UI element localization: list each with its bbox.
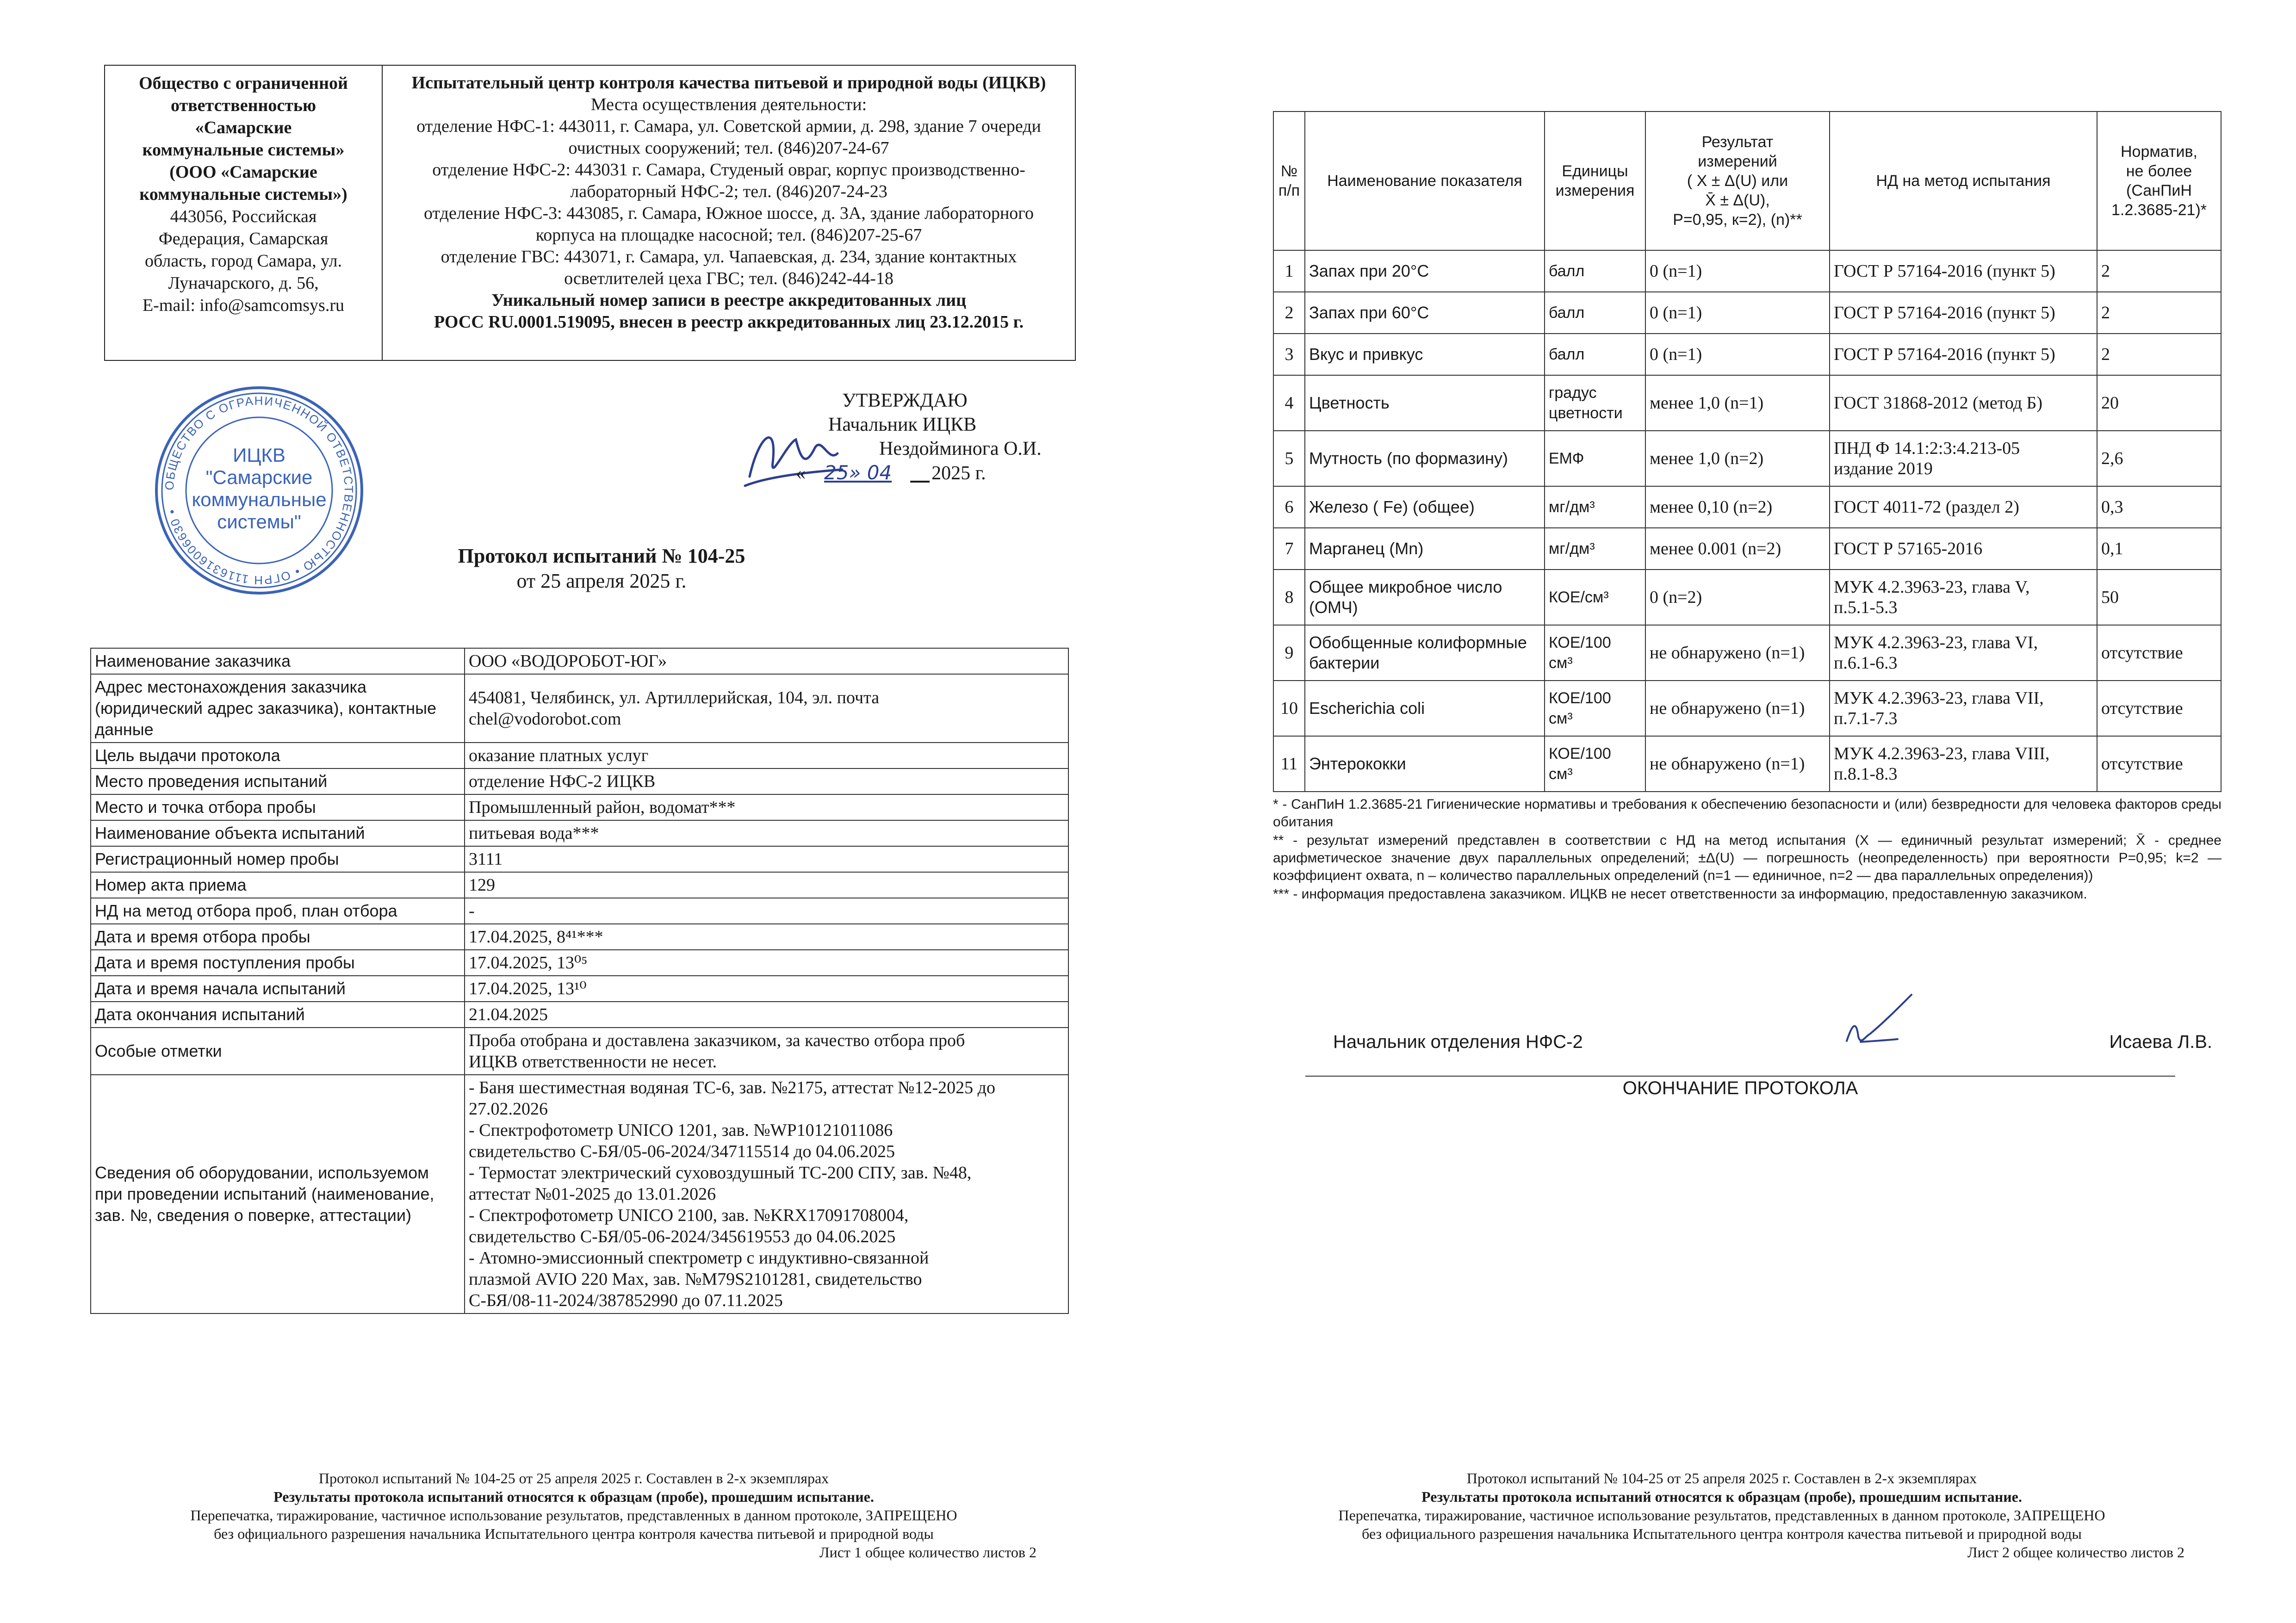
company-address-line: 443056, Российская: [170, 207, 317, 226]
result-method: [1830, 570, 2097, 625]
info-value-line: - Термостат электрический суховоздушный ТС-200 СПУ, зав. №48,: [469, 1163, 972, 1183]
result-unit-line: КОЕ/100: [1549, 745, 1611, 762]
result-num: 6: [1273, 486, 1305, 528]
result-unit: [1545, 625, 1645, 681]
result-num: 4: [1273, 375, 1305, 431]
header-norm-line: 1.2.3685-21)*: [2111, 201, 2207, 219]
approval-date-handwritten: 25» 04: [824, 461, 892, 484]
info-value: [465, 1002, 1068, 1028]
info-value: [465, 872, 1068, 898]
company-name-line: Общество с ограниченной: [139, 74, 348, 93]
result-name: [1305, 431, 1545, 486]
result-name-line: бактерии: [1309, 653, 1380, 672]
result-value: менее 1,0 (n=2): [1645, 431, 1830, 486]
footnote: * - СанПиН 1.2.3685-21 Гигиенические нормативы и требования к обеспечению безопасности и (или) безвредности для человека факторов среды обитания: [1273, 797, 2222, 830]
result-row: [1273, 375, 2221, 431]
result-method-line: п.8.1-8.3: [1834, 764, 1898, 784]
test-center-line: отделение НФС-1: 443011, г. Самара, ул. Советской армии, д. 298, здание 7 очереди: [416, 117, 1041, 136]
company-name-line: ответственностью: [170, 96, 316, 115]
result-norm: 2: [2097, 250, 2221, 292]
footer-line: Протокол испытаний № 104-25 от 25 апреля 2025 г. Составлен в 2-х экземплярах: [1466, 1470, 1977, 1487]
info-value: [465, 743, 1068, 768]
result-num: 1: [1273, 250, 1305, 292]
result-name-line: Общее микробное число: [1309, 577, 1502, 596]
result-row: [1273, 528, 2221, 570]
info-row: [91, 648, 1068, 674]
page-footer: [111, 1469, 1036, 1561]
stamp-line: ИЦКВ: [233, 444, 285, 466]
result-method: [1830, 375, 2097, 431]
protocol-title: Протокол испытаний № 104-25: [458, 545, 745, 567]
result-norm: 20: [2097, 375, 2221, 431]
info-value-line: С-БЯ/08-11-2024/387852990 до 07.11.2025: [469, 1291, 783, 1310]
result-unit-line: мг/дм³: [1549, 540, 1595, 558]
protocol-title-block: [324, 544, 879, 594]
info-key: Номер акта приема: [91, 872, 465, 898]
result-method-line: МУК 4.2.3963-23, глава V,: [1834, 577, 2030, 597]
info-row: [91, 1028, 1068, 1075]
info-row: [91, 674, 1068, 743]
organization-header: [104, 65, 1076, 361]
approval-date: [796, 461, 1087, 485]
info-value-line: свидетельство С-БЯ/05-06-2024/347115514 до 04.06.2025: [469, 1142, 895, 1161]
info-key: Цель выдачи протокола: [91, 743, 465, 768]
approval-block: [796, 389, 1087, 485]
result-method-line: ГОСТ Р 57164-2016 (пункт 5): [1834, 261, 2055, 281]
info-value: [465, 768, 1068, 794]
result-num: 8: [1273, 570, 1305, 625]
footer-line: без официального разрешения начальника Испытательного центра контроля качества питьевой и природной воды: [214, 1525, 934, 1542]
info-value-line: -: [469, 901, 475, 921]
result-norm: 0,3: [2097, 486, 2221, 528]
result-name-line: Обобщенные колиформные: [1309, 633, 1527, 652]
result-unit-line: градус: [1549, 384, 1597, 402]
result-name-line: Цветность: [1309, 393, 1390, 412]
info-value-line: 17.04.2025, 13⁰⁵: [469, 953, 588, 973]
result-norm: отсутствие: [2097, 681, 2221, 736]
result-unit: [1545, 292, 1645, 334]
results-header-row: [1273, 112, 2221, 250]
result-row: [1273, 681, 2221, 736]
company-name-line: коммунальные системы»): [139, 185, 348, 204]
result-unit-line: балл: [1549, 346, 1585, 363]
info-value: [465, 794, 1068, 820]
info-value: [465, 976, 1068, 1002]
company-name-line: коммунальные системы»: [142, 140, 345, 160]
info-value-line: - Атомно-эмиссионный спектрометр с индуктивно-связанной: [469, 1248, 929, 1268]
result-method: [1830, 334, 2097, 375]
result-num: 2: [1273, 292, 1305, 334]
header-norm-line: (СанПиН: [2126, 182, 2192, 199]
signoff-name: Исаева Л.В.: [2109, 1032, 2212, 1052]
footer-line: Результаты протокола испытаний относятся к образцам (пробе), прошедшим испытание.: [273, 1488, 874, 1505]
result-row: [1273, 486, 2221, 528]
test-center-line: осветлителей цеха ГВС; тел. (846)242-44-18: [564, 269, 894, 288]
info-key: Наименование объекта испытаний: [91, 820, 465, 846]
info-row: [91, 768, 1068, 794]
info-value: [465, 924, 1068, 950]
company-address-line: Федерация, Самарская: [158, 229, 329, 248]
result-row: [1273, 431, 2221, 486]
info-value-line: Проба отобрана и доставлена заказчиком, за качество отбора проб: [469, 1031, 965, 1050]
test-center-line: очистных сооружений; тел. (846)207-24-67: [568, 138, 889, 158]
result-unit-line: балл: [1549, 262, 1585, 280]
result-method-line: п.6.1-6.3: [1834, 653, 1898, 673]
result-name-line: Escherichia coli: [1309, 699, 1425, 718]
result-value: менее 0.001 (n=2): [1645, 528, 1830, 570]
info-value-line: Промышленный район, водомат***: [469, 798, 736, 817]
info-value: [465, 846, 1068, 872]
header-num-line: №: [1280, 162, 1298, 180]
info-key: Дата и время поступления пробы: [91, 950, 465, 976]
result-method-line: п.7.1-7.3: [1834, 709, 1898, 728]
info-key: Дата и время начала испытаний: [91, 976, 465, 1002]
stamp-line: "Самарские: [205, 466, 313, 488]
result-num: 10: [1273, 681, 1305, 736]
result-row: [1273, 570, 2221, 625]
result-norm: 2: [2097, 292, 2221, 334]
info-value-line: аттестат №01-2025 до 13.01.2026: [469, 1184, 716, 1204]
info-key: НД на метод отбора проб, план отбора: [91, 898, 465, 924]
info-value-line: - Спектрофотометр UNICO 1201, зав. №WP10121011086: [469, 1121, 893, 1140]
info-value-line: 454081, Челябинск, ул. Артиллерийская, 104, эл. почта: [469, 688, 880, 707]
result-method: [1830, 250, 2097, 292]
result-method: [1830, 736, 2097, 792]
result-method: [1830, 486, 2097, 528]
info-key: Наименование заказчика: [91, 648, 465, 674]
result-method-line: ГОСТ Р 57165-2016: [1834, 539, 1983, 558]
approval-title: УТВЕРЖДАЮ: [842, 390, 968, 411]
result-name: [1305, 570, 1545, 625]
result-value: 0 (n=1): [1645, 334, 1830, 375]
test-center-line: Места осуществления деятельности:: [590, 95, 867, 114]
result-unit-line: мг/дм³: [1549, 498, 1595, 516]
info-value-line: свидетельство С-БЯ/05-06-2024/345619553 до 04.06.2025: [469, 1227, 896, 1246]
info-value-line: 21.04.2025: [469, 1005, 548, 1024]
test-center-line: отделение НФС-2: 443031 г. Самара, Студеный овраг, корпус производственно-: [432, 160, 1025, 180]
result-row: [1273, 292, 2221, 334]
result-method: [1830, 292, 2097, 334]
result-unit: [1545, 570, 1645, 625]
result-method-line: издание 2019: [1834, 459, 1933, 478]
result-name: [1305, 736, 1545, 792]
footer-line: Перепечатка, тиражирование, частичное использование результатов, представленных в данном протоколе, ЗАПРЕЩЕНО: [1338, 1507, 2105, 1524]
info-value-line: - Баня шестиместная водяная ТС-6, зав. №2175, аттестат №12-2025 до: [469, 1078, 995, 1097]
header-unit: [1545, 112, 1645, 250]
company-address-line: область, город Самара, ул.: [145, 251, 342, 271]
result-method-line: ГОСТ Р 57164-2016 (пункт 5): [1834, 345, 2055, 364]
result-unit: [1545, 334, 1645, 375]
info-value: [465, 648, 1068, 674]
result-name-line: Железо ( Fe) (общее): [1309, 497, 1475, 516]
header-method: НД на метод испытания: [1830, 112, 2097, 250]
info-value-line: 17.04.2025, 13¹⁰: [469, 979, 587, 998]
info-key: Адрес местонахождения заказчика (юридический адрес заказчика), контактные данные: [91, 674, 465, 743]
registry-line: РОСС RU.0001.519095, внесен в реестр аккредитованных лиц 23.12.2015 г.: [434, 312, 1024, 332]
stamp-line: системы": [217, 511, 301, 533]
protocol-date: от 25 апреля 2025 г.: [516, 570, 687, 592]
result-method-line: ГОСТ Р 57164-2016 (пункт 5): [1834, 303, 2055, 322]
result-row: [1273, 334, 2221, 375]
result-value: не обнаружено (n=1): [1645, 681, 1830, 736]
result-norm: 2: [2097, 334, 2221, 375]
result-name: [1305, 625, 1545, 681]
header-norm-line: Норматив,: [2121, 143, 2197, 161]
sheet-number: Лист 2 общее количество листов 2: [1967, 1544, 2184, 1561]
sample-info-table: [90, 648, 1069, 1314]
result-unit: [1545, 681, 1645, 736]
header-name: Наименование показателя: [1305, 112, 1545, 250]
header-result-line: Результат: [1701, 133, 1774, 151]
result-unit: [1545, 736, 1645, 792]
approval-date-year: 2025 г.: [931, 463, 986, 484]
result-value: не обнаружено (n=1): [1645, 736, 1830, 792]
result-unit: [1545, 250, 1645, 292]
result-name: [1305, 681, 1545, 736]
result-name: [1305, 486, 1545, 528]
company-name-line: «Самарские: [195, 118, 292, 137]
result-name-line: Запах при 20°С: [1309, 261, 1429, 280]
result-value: 0 (n=1): [1645, 250, 1830, 292]
result-norm: 50: [2097, 570, 2221, 625]
test-center-line: корпуса на площадке насосной; тел. (846)207-25-67: [535, 225, 922, 245]
info-value: [465, 820, 1068, 846]
footnote: ** - результат измерений представлен в соответствии с НД на метод испытания (X — единичный результат измерений; X̄ - среднее арифметическое значение двух параллельных определений; ±Δ(U) — погрешность (неопределенность) при вероятности P=0,95; k=2 — коэффициент охвата, n – количество параллельных определений (n=1 — единичное, n=2 — два параллельных определения)): [1273, 833, 2222, 883]
result-method: [1830, 528, 2097, 570]
result-unit-line: КОЕ/100: [1549, 689, 1611, 707]
test-center-line: отделение ГВС: 443071, г. Самара, ул. Чапаевская, д. 234, здание контактных: [441, 247, 1017, 266]
result-unit: [1545, 375, 1645, 431]
result-unit-line: балл: [1549, 304, 1585, 322]
result-name-line: (ОМЧ): [1309, 598, 1358, 617]
result-name-line: Энтерококки: [1309, 754, 1406, 773]
test-center-line: лабораторный НФС-2; тел. (846)207-24-23: [570, 182, 887, 201]
footer-line: Перепечатка, тиражирование, частичное использование результатов, представленных в данном протоколе, ЗАПРЕЩЕНО: [190, 1507, 957, 1524]
result-method: [1830, 431, 2097, 486]
result-method-line: МУК 4.2.3963-23, глава VIII,: [1834, 744, 2050, 763]
result-name-line: Запах при 60°С: [1309, 303, 1429, 322]
result-norm: 0,1: [2097, 528, 2221, 570]
result-value: менее 0,10 (n=2): [1645, 486, 1830, 528]
result-norm: отсутствие: [2097, 625, 2221, 681]
sheet-number: Лист 1 общее количество листов 2: [819, 1544, 1036, 1561]
info-row: [91, 794, 1068, 820]
registry-line: Уникальный номер записи в реестре аккредитованных лиц: [491, 291, 967, 310]
header-norm: [2097, 112, 2221, 250]
result-unit: [1545, 431, 1645, 486]
info-value-line: 129: [469, 875, 495, 895]
result-unit-line: см³: [1549, 654, 1573, 672]
result-unit-line: цветности: [1549, 404, 1623, 422]
result-unit: [1545, 528, 1645, 570]
result-method-line: ГОСТ 31868-2012 (метод Б): [1834, 393, 2043, 413]
result-name-line: Мутность (по формазину): [1309, 449, 1508, 468]
result-name: [1305, 292, 1545, 334]
result-method-line: ПНД Ф 14.1:2:3:4.213-05: [1834, 439, 2020, 458]
approval-position: Начальник ИЦКВ: [828, 414, 977, 435]
info-value-line: 27.02.2026: [469, 1099, 548, 1119]
info-row: [91, 976, 1068, 1002]
info-row: [91, 1075, 1068, 1313]
result-name-line: Марганец (Mn): [1309, 539, 1424, 558]
info-row: [91, 950, 1068, 976]
info-value-line: оказание платных услуг: [469, 746, 649, 765]
info-key: Место и точка отбора пробы: [91, 794, 465, 820]
result-num: 9: [1273, 625, 1305, 681]
info-value-line: питьевая вода***: [469, 824, 599, 843]
footer-line: Результаты протокола испытаний относятся к образцам (пробе), прошедшим испытание.: [1421, 1488, 2022, 1505]
result-method-line: МУК 4.2.3963-23, глава VI,: [1834, 633, 2038, 652]
divider: [1305, 1076, 2175, 1077]
test-center-details: [383, 66, 1075, 360]
info-value: [465, 1075, 1068, 1313]
result-norm: 2,6: [2097, 431, 2221, 486]
info-key: Дата окончания испытаний: [91, 1002, 465, 1028]
sheet-page-2: [1148, 0, 2296, 1623]
info-value-line: 3111: [469, 849, 503, 869]
result-method: [1830, 681, 2097, 736]
result-name: [1305, 250, 1545, 292]
result-value: 0 (n=1): [1645, 292, 1830, 334]
result-num: 7: [1273, 528, 1305, 570]
header-norm-line: не более: [2126, 162, 2192, 180]
result-row: [1273, 250, 2221, 292]
info-row: [91, 820, 1068, 846]
result-name: [1305, 334, 1545, 375]
result-name: [1305, 528, 1545, 570]
result-method: [1830, 625, 2097, 681]
info-key: Регистрационный номер пробы: [91, 846, 465, 872]
company-address-line: Луначарского, д. 56,: [168, 273, 319, 293]
info-value: [465, 950, 1068, 976]
info-row: [91, 1002, 1068, 1028]
company-email: E-mail: info@samcomsys.ru: [142, 296, 345, 315]
header-result-line: измерений: [1698, 153, 1777, 170]
result-unit: [1545, 486, 1645, 528]
result-method-line: ГОСТ 4011-72 (раздел 2): [1834, 497, 2019, 517]
result-norm: отсутствие: [2097, 736, 2221, 792]
protocol-end-label: ОКОНЧАНИЕ ПРОТОКОЛА: [1622, 1078, 1858, 1098]
result-num: 5: [1273, 431, 1305, 486]
result-value: 0 (n=2): [1645, 570, 1830, 625]
result-method-line: п.5.1-5.3: [1834, 598, 1898, 617]
test-center-title: Испытательный центр контроля качества питьевой и природной воды (ИЦКВ): [411, 73, 1046, 93]
result-unit-line: ЕМФ: [1549, 450, 1584, 467]
info-value-line: плазмой AVIO 220 Max, зав. №M79S2101281, свидетельство: [469, 1270, 922, 1289]
result-row: [1273, 625, 2221, 681]
result-unit-line: КОЕ/100: [1549, 634, 1611, 651]
stamp-ring-text: ОБЩЕСТВО С ОГРАНИЧЕННОЙ ОТВЕТСТВЕННОСТЬЮ • ОГРН 1116316006630 •: [162, 393, 356, 588]
info-row: [91, 872, 1068, 898]
info-value-line: ИЦКВ ответственности не несет.: [469, 1052, 717, 1072]
info-value: [465, 674, 1068, 743]
info-key: Дата и время отбора пробы: [91, 924, 465, 950]
stamp-center-text: [153, 444, 366, 533]
header-num: [1273, 112, 1305, 250]
footnote: *** - информация предоставлена заказчиком. ИЦКВ не несет ответственности за информацию, предоставленную заказчиком.: [1273, 886, 2087, 902]
info-row: [91, 743, 1068, 768]
info-value-line: chel@vodorobot.com: [469, 709, 621, 729]
header-result-line: ( X ± Δ(U) или: [1687, 172, 1788, 190]
company-details: [105, 66, 383, 360]
info-row: [91, 898, 1068, 924]
header-unit-line: измерения: [1555, 182, 1635, 199]
result-method-line: МУК 4.2.3963-23, глава VII,: [1834, 688, 2044, 708]
result-name: [1305, 375, 1545, 431]
page-footer: [1259, 1469, 2184, 1561]
footer-line: без официального разрешения начальника Испытательного центра контроля качества питьевой и природной воды: [1362, 1525, 2082, 1542]
info-key: Особые отметки: [91, 1028, 465, 1075]
result-unit-line: см³: [1549, 765, 1573, 783]
info-value-line: отделение НФС-2 ИЦКВ: [469, 772, 656, 791]
result-value: не обнаружено (n=1): [1645, 625, 1830, 681]
info-key: Сведения об оборудовании, используемом при проведении испытаний (наименование, зав. №, сведения о поверке, аттестации): [91, 1075, 465, 1313]
info-value: [465, 898, 1068, 924]
header-result-line: X̄ ± Δ(U),: [1705, 192, 1770, 209]
result-num: 11: [1273, 736, 1305, 792]
footnotes: [1273, 796, 2222, 904]
header-result-line: P=0,95, к=2), (n)**: [1673, 211, 1802, 229]
department-head-signature-icon: [1842, 990, 1916, 1050]
company-name-line: (ООО «Самарские: [169, 162, 317, 182]
info-value-line: ООО «ВОДОРОБОТ-ЮГ»: [469, 651, 667, 671]
result-value: менее 1,0 (n=1): [1645, 375, 1830, 431]
results-table: [1273, 111, 2222, 792]
header-result: [1645, 112, 1830, 250]
signoff-block: [1333, 1022, 2212, 1059]
footer-line: Протокол испытаний № 104-25 от 25 апреля 2025 г. Составлен в 2-х экземплярах: [318, 1470, 829, 1487]
result-row: [1273, 736, 2221, 792]
result-unit-line: КОЕ/см³: [1549, 588, 1609, 606]
info-key: Место проведения испытаний: [91, 768, 465, 794]
results-body: [1273, 250, 2221, 792]
info-value-line: 17.04.2025, 8⁴¹***: [469, 927, 603, 947]
result-name-line: Вкус и привкус: [1309, 345, 1423, 364]
result-num: 3: [1273, 334, 1305, 375]
header-unit-line: Единицы: [1562, 162, 1628, 180]
info-value-line: - Спектрофотометр UNICO 2100, зав. №KRX17091708004,: [469, 1206, 909, 1225]
info-row: [91, 846, 1068, 872]
sample-info-body: [91, 648, 1068, 1313]
result-unit-line: см³: [1549, 710, 1573, 727]
info-value: [465, 1028, 1068, 1075]
stamp-line: коммунальные: [192, 489, 327, 510]
approval-signer: Нездойминога О.И.: [879, 438, 1042, 459]
signoff-position: Начальник отделения НФС-2: [1333, 1032, 1583, 1052]
approval-date-quote: «: [796, 463, 806, 484]
test-center-line: отделение НФС-3: 443085, г. Самара, Южное шоссе, д. 3А, здание лабораторного: [424, 204, 1034, 223]
header-num-line: п/п: [1278, 182, 1300, 199]
info-row: [91, 924, 1068, 950]
